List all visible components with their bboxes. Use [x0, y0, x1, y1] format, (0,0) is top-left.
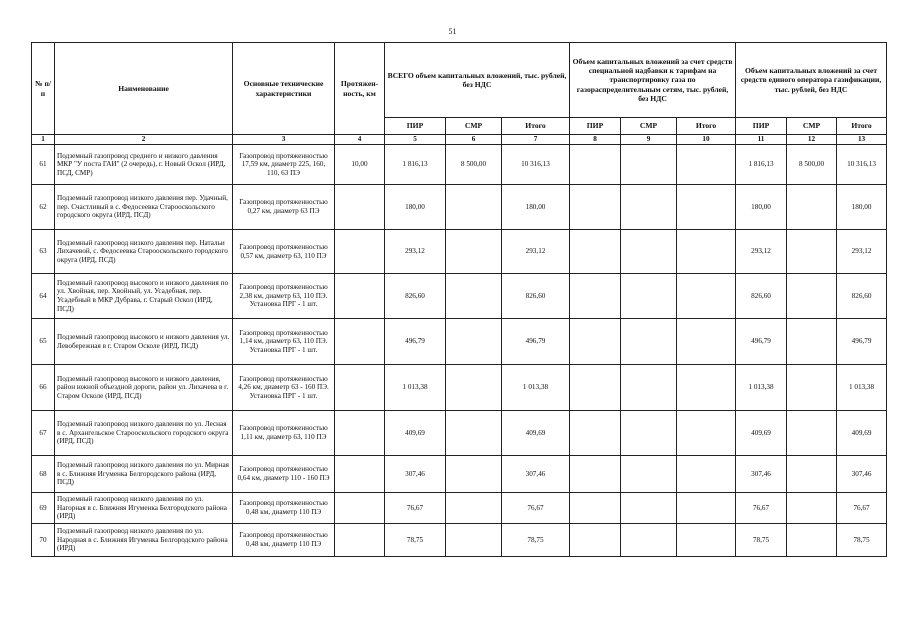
row-tech: Газопровод протяженностью 1,14 км, диаметр 63, 110 ПЭ. Установка ПРГ - 1 шт.	[233, 319, 335, 365]
row-total-itogo: 1 013,38	[502, 365, 570, 411]
row-length	[335, 493, 385, 524]
column-number: 5	[385, 135, 446, 145]
row-length	[335, 319, 385, 365]
row-length	[335, 524, 385, 557]
row-total-pir: 496,79	[385, 319, 446, 365]
row-operator-itogo: 409,69	[837, 411, 887, 456]
row-operator-itogo: 78,75	[837, 524, 887, 557]
column-number: 8	[570, 135, 621, 145]
column-number: 13	[837, 135, 887, 145]
row-operator-smr	[787, 411, 837, 456]
row-special-itogo	[677, 456, 736, 493]
row-special-pir	[570, 524, 621, 557]
header-tech: Основные технические характеристики	[233, 43, 335, 135]
row-tech: Газопровод протяженностью 17,59 км, диаметр 225, 160, 110, 63 ПЭ	[233, 145, 335, 185]
table-row	[32, 274, 887, 319]
row-length	[335, 230, 385, 274]
row-total-smr	[446, 524, 502, 557]
row-number: 64	[32, 274, 55, 319]
row-total-smr	[446, 185, 502, 230]
row-operator-itogo: 1 013,38	[837, 365, 887, 411]
row-operator-smr: 8 500,00	[787, 145, 837, 185]
header-name: Наименование	[55, 43, 233, 135]
row-name: Подземный газопровод низкого давления пер. Натальи Лихачевой, с. Федосеевка Старооскольского городского округа (ИРД, ПСД)	[55, 230, 233, 274]
header-length: Протяжен-ность, км	[335, 43, 385, 135]
row-total-itogo: 180,00	[502, 185, 570, 230]
header-operator-pir: ПИР	[736, 118, 787, 135]
row-operator-itogo: 496,79	[837, 319, 887, 365]
row-special-pir	[570, 411, 621, 456]
row-special-pir	[570, 274, 621, 319]
row-operator-smr	[787, 493, 837, 524]
row-tech: Газопровод протяженностью 4,26 км, диаметр 63 - 160 ПЭ. Установка ПРГ - 1 шт.	[233, 365, 335, 411]
row-name: Подземный газопровод среднего и низкого давления МКР "У поста ГАИ" (2 очередь), г. Новый Оскол (ИРД, ПСД, СМР)	[55, 145, 233, 185]
row-total-itogo: 76,67	[502, 493, 570, 524]
row-total-pir: 293,12	[385, 230, 446, 274]
row-name: Подземный газопровод низкого давления по ул. Мирная в с. Ближняя Игуменка Белгородского района (ИРД, ПСД)	[55, 456, 233, 493]
row-operator-itogo: 307,46	[837, 456, 887, 493]
row-name: Подземный газопровод высокого и низкого давления, район южной объездной дороги, район ул. Лихачева в г. Старом Осколе (ИРД, ПСД)	[55, 365, 233, 411]
row-operator-smr	[787, 230, 837, 274]
table-row	[32, 365, 887, 411]
row-total-pir: 409,69	[385, 411, 446, 456]
column-number: 2	[55, 135, 233, 145]
row-special-smr	[621, 274, 677, 319]
header-total-pir: ПИР	[385, 118, 446, 135]
row-special-itogo	[677, 230, 736, 274]
row-total-itogo: 10 316,13	[502, 145, 570, 185]
row-number: 61	[32, 145, 55, 185]
row-name: Подземный газопровод низкого давления пер. Удачный, пер. Счастливый в с. Федосеевка Старооскольского городского округа (ИРД, ПСД)	[55, 185, 233, 230]
row-operator-pir: 180,00	[736, 185, 787, 230]
table-row	[32, 145, 887, 185]
row-tech: Газопровод протяженностью 0,64 км, диаметр 110 - 160 ПЭ	[233, 456, 335, 493]
row-operator-pir: 496,79	[736, 319, 787, 365]
row-number: 69	[32, 493, 55, 524]
row-total-itogo: 496,79	[502, 319, 570, 365]
row-tech: Газопровод протяженностью 0,27 км, диаметр 63 ПЭ	[233, 185, 335, 230]
row-number: 66	[32, 365, 55, 411]
row-number: 65	[32, 319, 55, 365]
row-total-smr	[446, 411, 502, 456]
row-special-itogo	[677, 411, 736, 456]
row-special-itogo	[677, 319, 736, 365]
header-special-itogo: Итого	[677, 118, 736, 135]
row-special-smr	[621, 145, 677, 185]
row-total-pir: 78,75	[385, 524, 446, 557]
row-total-smr	[446, 493, 502, 524]
row-special-smr	[621, 365, 677, 411]
row-special-pir	[570, 493, 621, 524]
table-row	[32, 230, 887, 274]
header-special-pir: ПИР	[570, 118, 621, 135]
row-special-smr	[621, 230, 677, 274]
row-special-pir	[570, 456, 621, 493]
row-total-pir: 1 816,13	[385, 145, 446, 185]
column-number: 12	[787, 135, 837, 145]
row-name: Подземный газопровод низкого давления по ул. Нагорная в с. Ближняя Игуменка Белгородского района (ИРД)	[55, 493, 233, 524]
row-operator-smr	[787, 456, 837, 493]
row-special-itogo	[677, 185, 736, 230]
table-row	[32, 524, 887, 557]
row-operator-pir: 78,75	[736, 524, 787, 557]
row-name: Подземный газопровод низкого давления по ул. Лесная в с. Архангельское Старооскольского городского округа (ИРД, ПСД)	[55, 411, 233, 456]
column-number: 3	[233, 135, 335, 145]
row-operator-itogo: 293,12	[837, 230, 887, 274]
row-operator-pir: 1 013,38	[736, 365, 787, 411]
row-total-smr	[446, 274, 502, 319]
row-total-itogo: 293,12	[502, 230, 570, 274]
column-number: 4	[335, 135, 385, 145]
row-operator-pir: 76,67	[736, 493, 787, 524]
row-special-itogo	[677, 145, 736, 185]
row-number: 68	[32, 456, 55, 493]
table-row	[32, 456, 887, 493]
row-total-smr	[446, 319, 502, 365]
row-total-smr: 8 500,00	[446, 145, 502, 185]
row-length	[335, 456, 385, 493]
row-total-itogo: 78,75	[502, 524, 570, 557]
column-number: 1	[32, 135, 55, 145]
table-row	[32, 493, 887, 524]
row-tech: Газопровод протяженностью 0,57 км, диаметр 63, 110 ПЭ	[233, 230, 335, 274]
row-total-pir: 180,00	[385, 185, 446, 230]
row-special-pir	[570, 319, 621, 365]
header-group-operator: Объем капитальных вложений за счет средств единого оператора газификации, тыс. рублей, без НДС	[736, 43, 887, 118]
row-special-smr	[621, 319, 677, 365]
row-special-smr	[621, 456, 677, 493]
row-tech: Газопровод протяженностью 0,48 км, диаметр 110 ПЭ	[233, 493, 335, 524]
row-operator-pir: 293,12	[736, 230, 787, 274]
header-total-itogo: Итого	[502, 118, 570, 135]
page-number: 51	[448, 27, 457, 36]
column-number: 9	[621, 135, 677, 145]
header-row-main	[32, 43, 887, 118]
row-length	[335, 185, 385, 230]
row-operator-itogo: 180,00	[837, 185, 887, 230]
row-special-pir	[570, 185, 621, 230]
investment-table	[31, 42, 887, 557]
row-special-itogo	[677, 524, 736, 557]
row-special-smr	[621, 185, 677, 230]
header-group-special: Объем капитальных вложений за счет средств специальной надбавки к тарифам на транспортировку газа по газораспределительным сетям, тыс. рублей, без НДС	[570, 43, 736, 118]
header-group-total: ВСЕГО объем капитальных вложений, тыс. рублей, без НДС	[385, 43, 570, 118]
table-row	[32, 319, 887, 365]
table-row	[32, 411, 887, 456]
row-tech: Газопровод протяженностью 0,48 км, диаметр 110 ПЭ	[233, 524, 335, 557]
row-operator-pir: 1 816,13	[736, 145, 787, 185]
row-tech: Газопровод протяженностью 1,11 км, диаметр 63, 110 ПЭ	[233, 411, 335, 456]
row-operator-smr	[787, 365, 837, 411]
row-operator-smr	[787, 319, 837, 365]
row-operator-itogo: 76,67	[837, 493, 887, 524]
row-special-itogo	[677, 493, 736, 524]
row-length	[335, 411, 385, 456]
table-row	[32, 185, 887, 230]
row-special-pir	[570, 145, 621, 185]
row-special-itogo	[677, 274, 736, 319]
row-special-itogo	[677, 365, 736, 411]
row-number: 67	[32, 411, 55, 456]
row-length: 10,00	[335, 145, 385, 185]
column-number: 7	[502, 135, 570, 145]
row-operator-smr	[787, 524, 837, 557]
row-name: Подземный газопровод высокого и низкого давления ул. Левобережная в г. Старом Осколе (ИРД, ПСД)	[55, 319, 233, 365]
row-number: 62	[32, 185, 55, 230]
row-total-smr	[446, 456, 502, 493]
row-special-smr	[621, 493, 677, 524]
header-operator-smr: СМР	[787, 118, 837, 135]
row-operator-itogo: 10 316,13	[837, 145, 887, 185]
row-special-pir	[570, 365, 621, 411]
row-name: Подземный газопровод высокого и низкого давления по ул. Хвойная, пер. Хвойный, ул. Усадебная, пер. Усадебный в МКР Дубрава, г. Старый Оскол (ИРД, ПСД)	[55, 274, 233, 319]
header-total-smr: СМР	[446, 118, 502, 135]
row-total-pir: 76,67	[385, 493, 446, 524]
row-total-itogo: 307,46	[502, 456, 570, 493]
row-operator-pir: 409,69	[736, 411, 787, 456]
row-total-smr	[446, 365, 502, 411]
row-total-smr	[446, 230, 502, 274]
row-total-pir: 826,60	[385, 274, 446, 319]
row-number: 70	[32, 524, 55, 557]
row-number: 63	[32, 230, 55, 274]
row-length	[335, 365, 385, 411]
row-name: Подземный газопровод низкого давления по ул. Народная в с. Ближняя Игуменка Белгородского района (ИРД)	[55, 524, 233, 557]
row-operator-smr	[787, 185, 837, 230]
row-total-pir: 307,46	[385, 456, 446, 493]
column-number-row	[32, 135, 887, 145]
row-special-smr	[621, 411, 677, 456]
row-operator-pir: 826,60	[736, 274, 787, 319]
row-total-pir: 1 013,38	[385, 365, 446, 411]
row-operator-smr	[787, 274, 837, 319]
row-operator-itogo: 826,60	[837, 274, 887, 319]
header-operator-itogo: Итого	[837, 118, 887, 135]
row-special-pir	[570, 230, 621, 274]
row-special-smr	[621, 524, 677, 557]
row-length	[335, 274, 385, 319]
row-tech: Газопровод протяженностью 2,38 км, диаметр 63, 110 ПЭ. Установка ПРГ - 1 шт.	[233, 274, 335, 319]
column-number: 10	[677, 135, 736, 145]
header-special-smr: СМР	[621, 118, 677, 135]
row-operator-pir: 307,46	[736, 456, 787, 493]
column-number: 6	[446, 135, 502, 145]
column-number: 11	[736, 135, 787, 145]
row-total-itogo: 409,69	[502, 411, 570, 456]
row-total-itogo: 826,60	[502, 274, 570, 319]
header-no: № п/п	[32, 43, 55, 135]
